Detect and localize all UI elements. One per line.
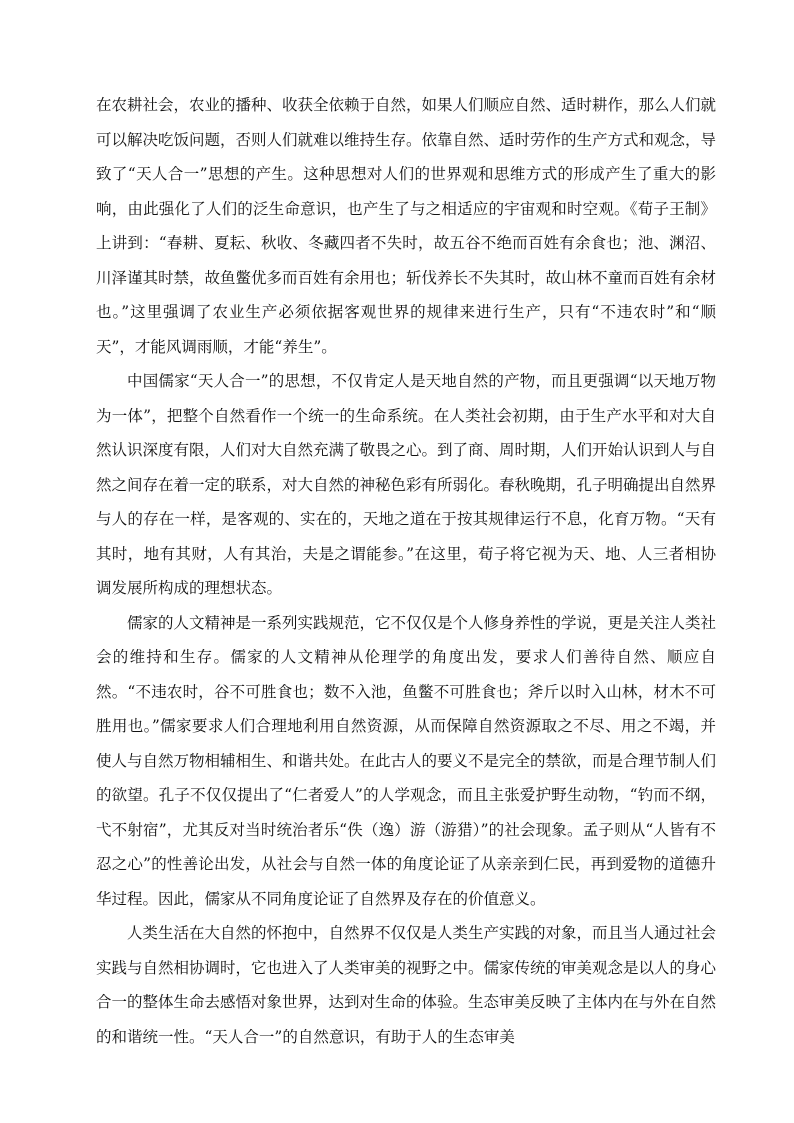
paragraph-1: 在农耕社会，农业的播种、收获全依赖于自然，如果人们顺应自然、适时耕作，那么人们就可以解决吃饭问题，否则人们就难以维持生存。依靠自然、适时劳作的生产方式和观念，导致了“天人合一”思想的产生。这种思想对人们的世界观和思维方式的形成产生了重大的影响，由此强化了人们的泛生命意识，也产生了与之相适应的宇宙观和时空观。《荀子王制》上讲到：“春耕、夏耘、秋收、冬藏四者不失时，故五谷不绝而百姓有余食也；池、渊沼、川泽谨其时禁，故鱼鳖优多而百姓有余用也；斩伐养长不失其时，故山林不童而百姓有余材也。”这里强调了农业生产必须依据客观世界的规律来进行生产，只有“不违农时”和“顺天”，才能风调雨顺，才能“养生”。 — [96, 96, 717, 356]
paragraph-3: 儒家的人文精神是一系列实践规范，它不仅仅是个人修身养性的学说，更是关注人类社会的维持和生存。儒家的人文精神从伦理学的角度出发，要求人们善待自然、顺应自然。“不违农时，谷不可胜食也；数不入池，鱼鳖不可胜食也；斧斤以时入山林，材木不可胜用也。”儒家要求人们合理地利用自然资源，从而保障自然资源取之不尽、用之不竭，并使人与自然万物相辅相生、和谐共处。在此古人的要义不是完全的禁欲，而是合理节制人们的欲望。孔子不仅仅提出了“仁者爱人”的人学观念，而且主张爱护野生动物，“钓而不纲，弋不射宿”，尤其反对当时统治者乐“佚（逸）游（游猎）”的社会现象。孟子则从“人皆有不忍之心”的性善论出发，从社会与自然一体的角度论证了从亲亲到仁民，再到爱物的道德升华过程。因此，儒家从不同角度论证了自然界及存在的价值意义。 — [96, 613, 717, 908]
document-body — [96, 88, 716, 1054]
paragraph-4: 人类生活在大自然的怀抱中，自然界不仅仅是人类生产实践的对象，而且当人通过社会实践与自然相协调时，它也进入了人类审美的视野之中。儒家传统的审美观念是以人的身心合一的整体生命去感悟对象世界，达到对生命的体验。生态审美反映了主体内在与外在自然的和谐统一性。“天人合一”的自然意识，有助于人的生态审美 — [96, 924, 717, 1046]
paragraph-2: 中国儒家“天人合一”的思想，不仅肯定人是天地自然的产物，而且更强调“以天地万物为一体”，把整个自然看作一个统一的生命系统。在人类社会初期，由于生产水平和对大自然认识深度有限，人们对大自然充满了敬畏之心。到了商、周时期，人们开始认识到人与自然之间存在着一定的联系，对大自然的神秘色彩有所弱化。春秋晚期，孔子明确提出自然界与人的存在一样，是客观的、实在的，天地之道在于按其规律运行不息，化育万物。“天有其时，地有其财，人有其治，夫是之谓能参。”在这里，荀子将它视为天、地、人三者相协调发展所构成的理想状态。 — [96, 372, 717, 597]
